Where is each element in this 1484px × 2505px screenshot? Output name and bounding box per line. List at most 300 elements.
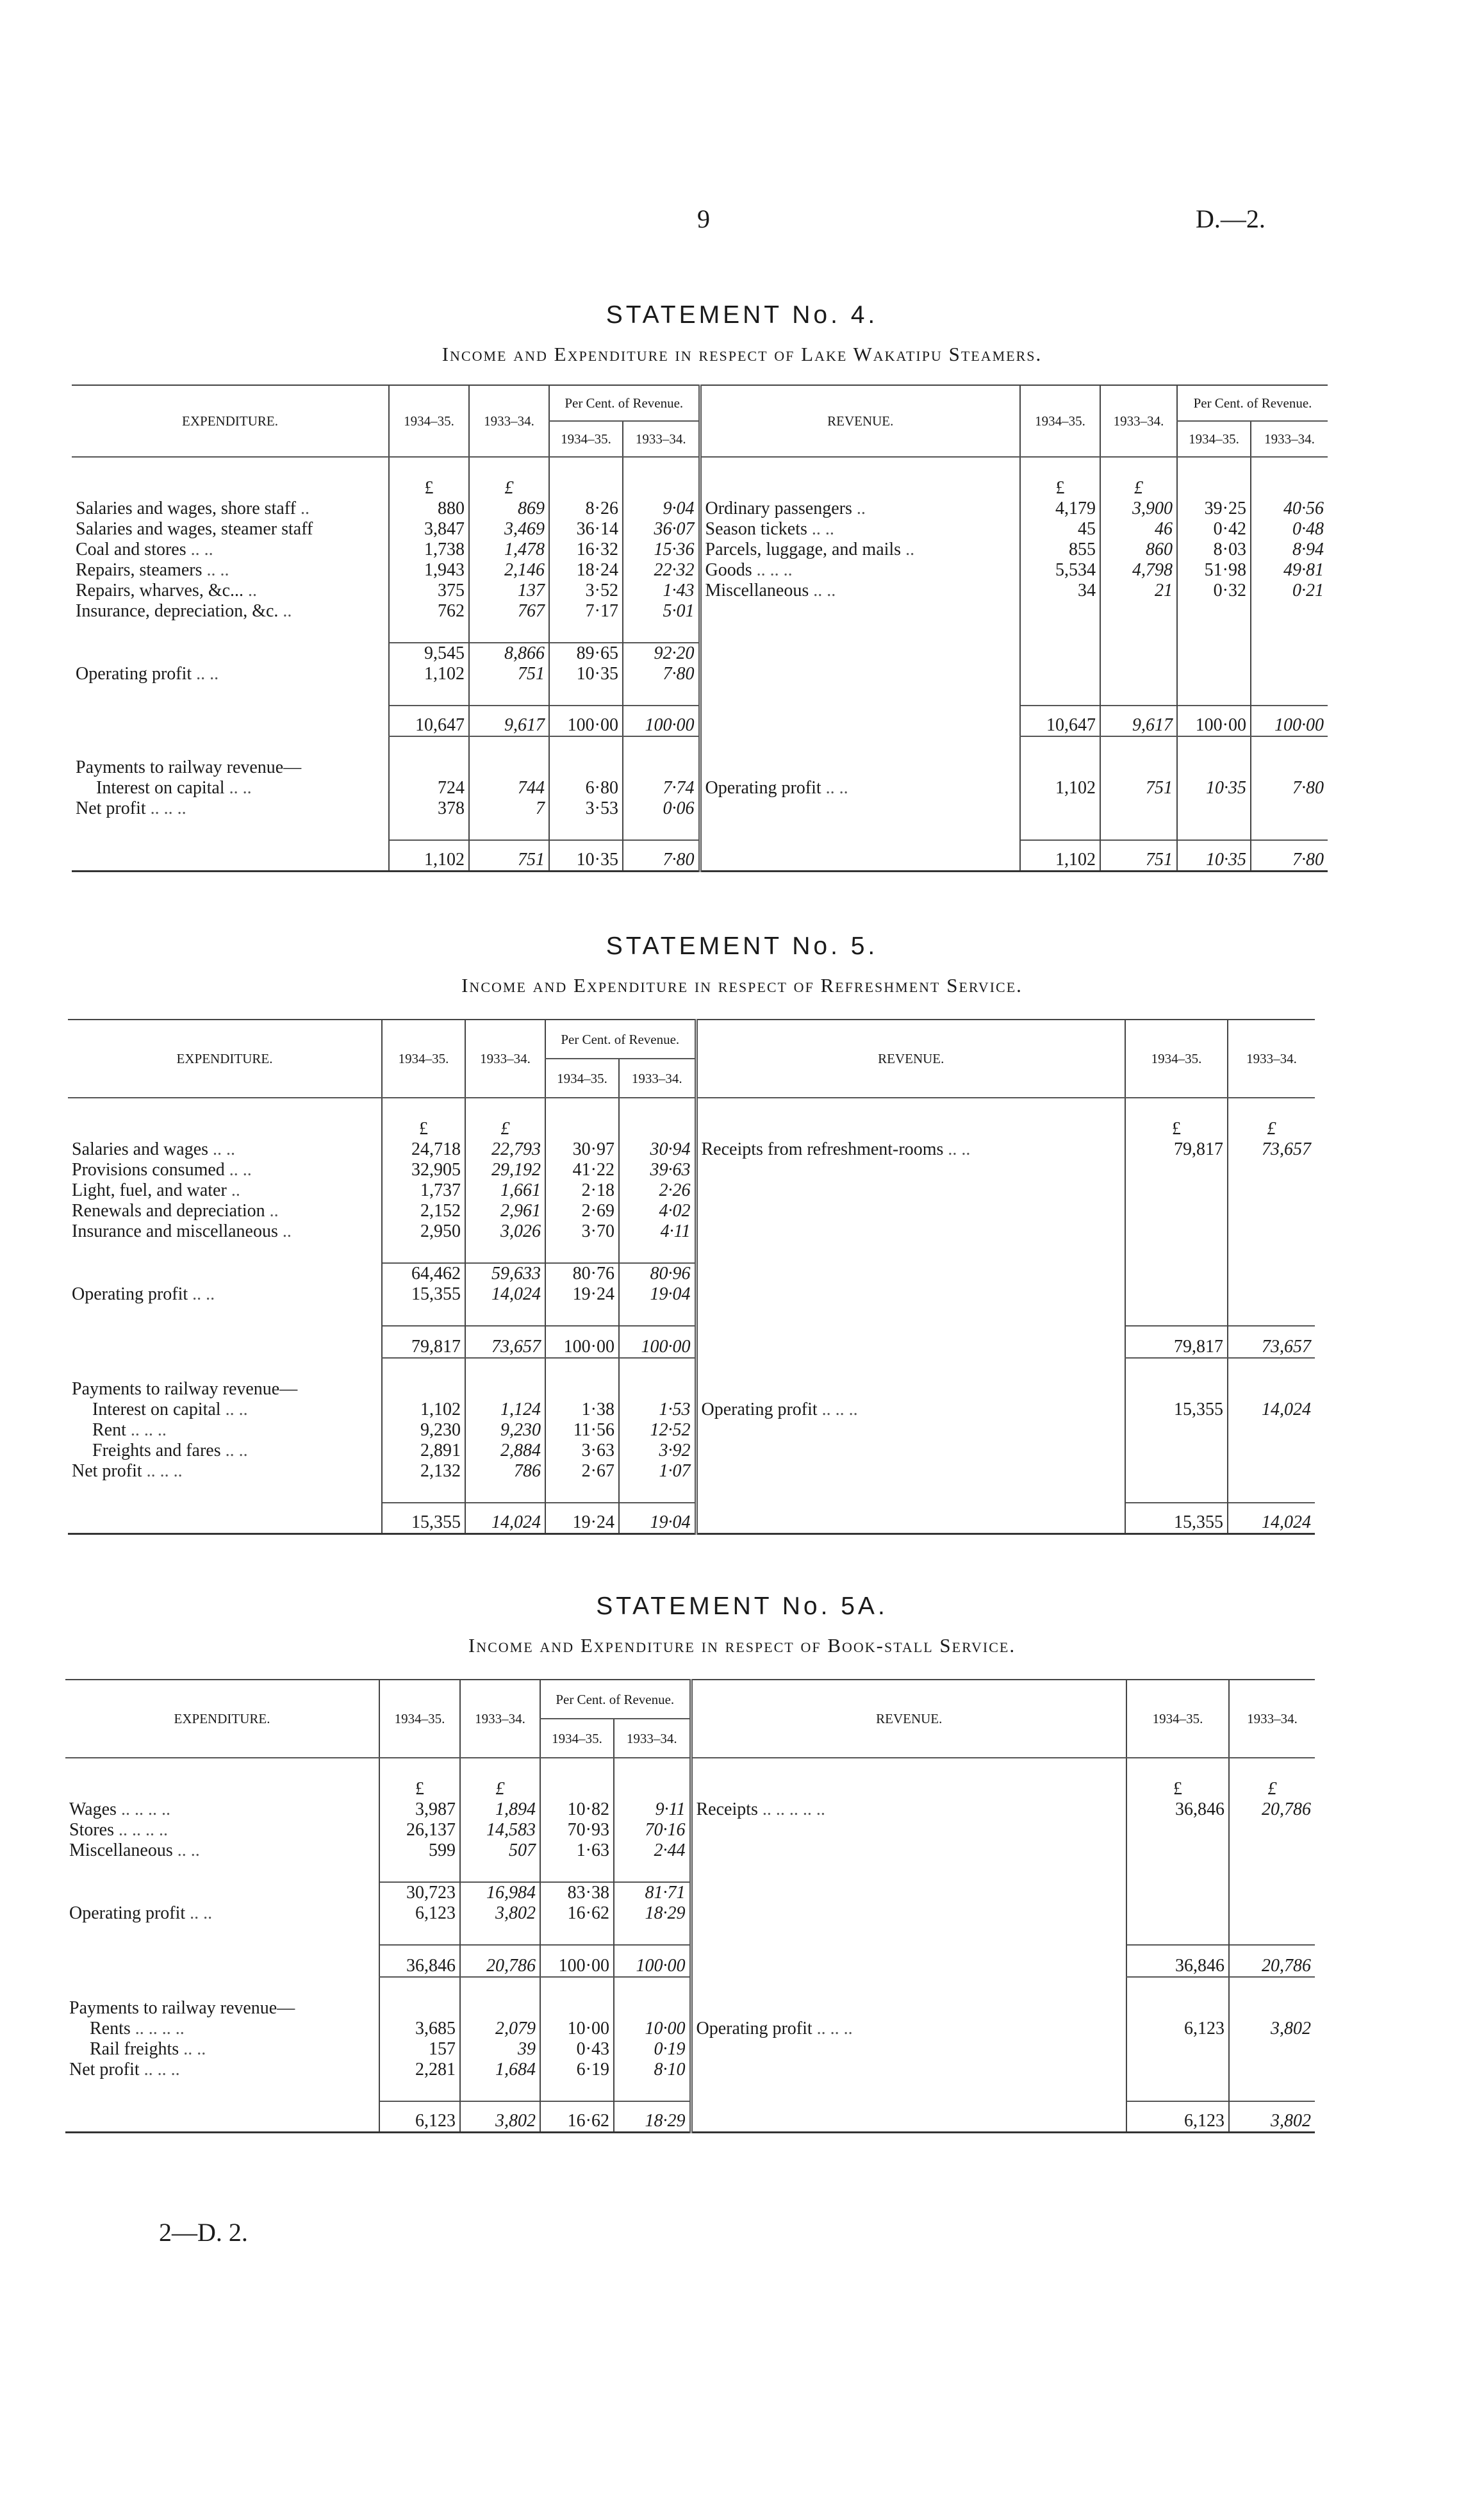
row-label: Miscellaneous bbox=[705, 581, 809, 600]
value-cell: 724 bbox=[389, 778, 469, 798]
statement-5-subtitle: Income and Expenditure in respect of Refreshment Service. bbox=[461, 974, 1023, 996]
value-cell: 9,230 bbox=[382, 1420, 465, 1441]
row-label: Goods bbox=[705, 560, 752, 580]
total-row bbox=[68, 1503, 1315, 1534]
year-header: 1933–34. bbox=[1251, 421, 1328, 457]
year-header: 1934–35. bbox=[1177, 421, 1251, 457]
value-cell: 2,961 bbox=[465, 1201, 545, 1221]
value-cell: 19·04 bbox=[619, 1503, 696, 1534]
row-label: Insurance and miscellaneous bbox=[72, 1221, 278, 1241]
row-label: Payments to railway revenue— bbox=[76, 757, 302, 777]
value-cell: 14,024 bbox=[1228, 1503, 1315, 1534]
leader-dots: .. bbox=[269, 1201, 279, 1221]
value-cell: 3,026 bbox=[465, 1221, 545, 1242]
total-row bbox=[72, 706, 1328, 736]
value-cell: 80·76 bbox=[545, 1263, 619, 1284]
value-cell: 1,102 bbox=[389, 664, 469, 684]
value-cell: 4,179 bbox=[1020, 499, 1100, 519]
value-cell: 2,152 bbox=[382, 1201, 465, 1221]
value-cell: 100·00 bbox=[1177, 706, 1251, 736]
table-row bbox=[68, 1201, 1315, 1221]
value-cell: 89·65 bbox=[549, 643, 623, 664]
table-row bbox=[68, 1420, 1315, 1441]
leader-dots: .. .. .. bbox=[756, 560, 793, 580]
value-cell: 3,802 bbox=[1229, 2101, 1315, 2133]
value-cell: 36,846 bbox=[379, 1945, 460, 1977]
currency-symbol: £ bbox=[389, 478, 469, 499]
value-cell: 8·03 bbox=[1177, 540, 1251, 560]
value-cell: 507 bbox=[460, 1840, 540, 1861]
leader-dots: .. .. .. .. bbox=[135, 2019, 185, 2038]
value-cell: 751 bbox=[1100, 840, 1177, 872]
revenue-header: REVENUE. bbox=[700, 385, 1020, 457]
value-cell: 6,123 bbox=[379, 1903, 460, 1924]
row-label: Operating profit bbox=[72, 1284, 188, 1304]
value-cell: 751 bbox=[469, 840, 549, 872]
value-cell: 70·16 bbox=[614, 1820, 691, 1840]
row-label: Rent bbox=[92, 1420, 126, 1440]
currency-symbol: £ bbox=[460, 1779, 540, 1799]
value-cell: 15·36 bbox=[623, 540, 700, 560]
value-cell: 1,124 bbox=[465, 1400, 545, 1420]
value-cell: 18·29 bbox=[614, 1903, 691, 1924]
value-cell: 1,738 bbox=[389, 540, 469, 560]
value-cell: 8·10 bbox=[614, 2060, 691, 2080]
row-label: Ordinary passengers bbox=[705, 499, 852, 518]
row-label: Interest on capital bbox=[92, 1400, 221, 1419]
value-cell: 2,146 bbox=[469, 560, 549, 581]
value-cell: 1·07 bbox=[619, 1461, 696, 1482]
row-label: Net profit bbox=[72, 1461, 142, 1481]
leader-dots: .. .. .. bbox=[144, 2060, 180, 2079]
value-cell: 3·92 bbox=[619, 1441, 696, 1461]
leader-dots: .. .. .. .. bbox=[120, 1799, 170, 1819]
value-cell: 14,024 bbox=[465, 1284, 545, 1305]
table-row bbox=[72, 664, 1328, 684]
value-cell: 0·06 bbox=[623, 798, 700, 819]
value-cell: 79,817 bbox=[1125, 1139, 1228, 1160]
value-cell: 3·53 bbox=[549, 798, 623, 819]
subtotal-row bbox=[65, 1882, 1315, 1903]
value-cell: 80·96 bbox=[619, 1263, 696, 1284]
row-label: Rents bbox=[90, 2019, 131, 2038]
value-cell: 30·97 bbox=[545, 1139, 619, 1160]
value-cell: 49·81 bbox=[1251, 560, 1328, 581]
value-cell: 1,894 bbox=[460, 1799, 540, 1820]
table-row bbox=[72, 540, 1328, 560]
table-row bbox=[65, 2019, 1315, 2039]
value-cell: 39·63 bbox=[619, 1160, 696, 1180]
value-cell: 3,802 bbox=[460, 1903, 540, 1924]
value-cell: 46 bbox=[1100, 519, 1177, 540]
row-label: Salaries and wages bbox=[72, 1139, 209, 1159]
value-cell: 39·25 bbox=[1177, 499, 1251, 519]
expenditure-header: EXPENDITURE. bbox=[68, 1020, 382, 1098]
currency-symbol: £ bbox=[465, 1119, 545, 1139]
value-cell: 26,137 bbox=[379, 1820, 460, 1840]
value-cell: 7·80 bbox=[623, 664, 700, 684]
table-row bbox=[65, 1820, 1315, 1840]
value-cell: 15,355 bbox=[382, 1503, 465, 1534]
value-cell: 36,846 bbox=[1126, 1799, 1229, 1820]
year-header: 1934–35. bbox=[1125, 1020, 1228, 1098]
value-cell: 11·56 bbox=[545, 1420, 619, 1441]
value-cell: 0·32 bbox=[1177, 581, 1251, 601]
value-cell: 375 bbox=[389, 581, 469, 601]
expenditure-header: EXPENDITURE. bbox=[72, 385, 389, 457]
value-cell: 786 bbox=[465, 1461, 545, 1482]
value-cell: 73,657 bbox=[1228, 1139, 1315, 1160]
value-cell: 92·20 bbox=[623, 643, 700, 664]
table-row bbox=[72, 560, 1328, 581]
leader-dots: .. .. bbox=[225, 1400, 248, 1419]
value-cell: 2·69 bbox=[545, 1201, 619, 1221]
row-label: Receipts bbox=[696, 1799, 758, 1819]
currency-symbol: £ bbox=[1100, 478, 1177, 499]
value-cell: 0·19 bbox=[614, 2039, 691, 2060]
value-cell: 81·71 bbox=[614, 1882, 691, 1903]
currency-symbol: £ bbox=[382, 1119, 465, 1139]
value-cell: 19·04 bbox=[619, 1284, 696, 1305]
leader-dots: .. bbox=[283, 601, 292, 621]
value-cell: 9,230 bbox=[465, 1420, 545, 1441]
value-cell: 1,943 bbox=[389, 560, 469, 581]
value-cell: 20,786 bbox=[460, 1945, 540, 1977]
leader-dots: .. .. bbox=[213, 1139, 236, 1159]
table-row bbox=[72, 757, 1328, 778]
table-row bbox=[65, 1840, 1315, 1861]
value-cell: 9,545 bbox=[389, 643, 469, 664]
year-header: 1933–34. bbox=[619, 1059, 696, 1098]
table-row bbox=[72, 798, 1328, 819]
total-row bbox=[65, 1945, 1315, 1977]
value-cell: 1,478 bbox=[469, 540, 549, 560]
table-row bbox=[72, 778, 1328, 798]
value-cell: 9,617 bbox=[469, 706, 549, 736]
year-header: 1933–34. bbox=[623, 421, 700, 457]
row-label: Coal and stores bbox=[76, 540, 186, 559]
row-label: Rail freights bbox=[90, 2039, 179, 2059]
value-cell: 40·56 bbox=[1251, 499, 1328, 519]
value-cell: 10·35 bbox=[549, 840, 623, 872]
leader-dots: .. .. bbox=[813, 581, 836, 600]
value-cell: 22,793 bbox=[465, 1139, 545, 1160]
value-cell: 1,684 bbox=[460, 2060, 540, 2080]
leader-dots: .. bbox=[300, 499, 309, 518]
leader-dots: .. .. bbox=[229, 778, 252, 798]
value-cell: 157 bbox=[379, 2039, 460, 2060]
value-cell: 767 bbox=[469, 601, 549, 622]
value-cell: 15,355 bbox=[1125, 1400, 1228, 1420]
value-cell: 16·32 bbox=[549, 540, 623, 560]
value-cell: 20,786 bbox=[1229, 1799, 1315, 1820]
value-cell: 1,737 bbox=[382, 1180, 465, 1201]
value-cell: 16·62 bbox=[540, 1903, 614, 1924]
table-row bbox=[68, 1139, 1315, 1160]
value-cell: 0·43 bbox=[540, 2039, 614, 2060]
value-cell: 32,905 bbox=[382, 1160, 465, 1180]
value-cell: 599 bbox=[379, 1840, 460, 1861]
currency-symbol: £ bbox=[1229, 1779, 1315, 1799]
value-cell: 855 bbox=[1020, 540, 1100, 560]
value-cell: 378 bbox=[389, 798, 469, 819]
subtotal-row bbox=[68, 1263, 1315, 1284]
leader-dots: .. .. bbox=[177, 1840, 200, 1860]
value-cell: 10·35 bbox=[549, 664, 623, 684]
value-cell: 21 bbox=[1100, 581, 1177, 601]
value-cell: 29,192 bbox=[465, 1160, 545, 1180]
row-label: Repairs, steamers bbox=[76, 560, 202, 580]
value-cell: 73,657 bbox=[1228, 1326, 1315, 1358]
value-cell: 14,024 bbox=[1228, 1400, 1315, 1420]
table-row bbox=[72, 519, 1328, 540]
value-cell: 83·38 bbox=[540, 1882, 614, 1903]
expenditure-header: EXPENDITURE. bbox=[65, 1680, 379, 1758]
row-label: Net profit bbox=[69, 2060, 140, 2079]
value-cell: 59,633 bbox=[465, 1263, 545, 1284]
row-label: Season tickets bbox=[705, 519, 807, 539]
statement-4-title: STATEMENT No. 4. bbox=[606, 301, 878, 329]
row-label: Interest on capital bbox=[96, 778, 225, 798]
value-cell: 41·22 bbox=[545, 1160, 619, 1180]
value-cell: 6·19 bbox=[540, 2060, 614, 2080]
row-label: Insurance, depreciation, &c. bbox=[76, 601, 279, 621]
row-label: Operating profit bbox=[705, 778, 821, 798]
value-cell: 16·62 bbox=[540, 2101, 614, 2133]
table-row bbox=[68, 1441, 1315, 1461]
value-cell: 7·74 bbox=[623, 778, 700, 798]
value-cell: 18·24 bbox=[549, 560, 623, 581]
value-cell: 15,355 bbox=[382, 1284, 465, 1305]
value-cell: 100·00 bbox=[549, 706, 623, 736]
statement-5-title: STATEMENT No. 5. bbox=[606, 932, 878, 960]
value-cell: 19·24 bbox=[545, 1284, 619, 1305]
leader-dots: .. .. .. bbox=[146, 1461, 183, 1481]
value-cell: 14,024 bbox=[465, 1503, 545, 1534]
value-cell: 2,132 bbox=[382, 1461, 465, 1482]
row-label: Renewals and depreciation bbox=[72, 1201, 265, 1221]
currency-symbol: £ bbox=[1228, 1119, 1315, 1139]
year-header: 1934–35. bbox=[1020, 385, 1100, 457]
row-label: Operating profit bbox=[701, 1400, 818, 1419]
value-cell: 2·44 bbox=[614, 1840, 691, 1861]
value-cell: 16,984 bbox=[460, 1882, 540, 1903]
value-cell: 1·63 bbox=[540, 1840, 614, 1861]
leader-dots: .. .. bbox=[229, 1160, 252, 1180]
year-header: 1934–35. bbox=[379, 1680, 460, 1758]
value-cell: 137 bbox=[469, 581, 549, 601]
value-cell: 2,950 bbox=[382, 1221, 465, 1242]
leader-dots: .. bbox=[856, 499, 866, 518]
value-cell: 45 bbox=[1020, 519, 1100, 540]
year-header: 1933–34. bbox=[614, 1719, 691, 1758]
total-row bbox=[65, 2101, 1315, 2133]
value-cell: 8·94 bbox=[1251, 540, 1328, 560]
leader-dots: .. .. .. bbox=[150, 798, 186, 818]
value-cell: 2·18 bbox=[545, 1180, 619, 1201]
value-cell: 5,534 bbox=[1020, 560, 1100, 581]
value-cell: 869 bbox=[469, 499, 549, 519]
value-cell: 7·17 bbox=[549, 601, 623, 622]
value-cell: 3·70 bbox=[545, 1221, 619, 1242]
value-cell: 860 bbox=[1100, 540, 1177, 560]
leader-dots: .. .. .. .. .. bbox=[762, 1799, 825, 1819]
currency-symbol: £ bbox=[1126, 1779, 1229, 1799]
leader-dots: .. .. bbox=[190, 1903, 213, 1923]
row-label: Salaries and wages, steamer staff bbox=[76, 519, 313, 539]
leader-dots: .. .. .. bbox=[130, 1420, 167, 1440]
row-label: Miscellaneous bbox=[69, 1840, 173, 1860]
year-header: 1934–35. bbox=[545, 1059, 619, 1098]
value-cell: 100·00 bbox=[619, 1326, 696, 1358]
year-header: 1933–34. bbox=[1228, 1020, 1315, 1098]
value-cell: 6·80 bbox=[549, 778, 623, 798]
table-row bbox=[68, 1284, 1315, 1305]
value-cell: 30,723 bbox=[379, 1882, 460, 1903]
value-cell: 3,685 bbox=[379, 2019, 460, 2039]
table-row bbox=[65, 1903, 1315, 1924]
value-cell: 100·00 bbox=[545, 1326, 619, 1358]
currency-symbol: £ bbox=[379, 1779, 460, 1799]
value-cell: 3·63 bbox=[545, 1441, 619, 1461]
table-row bbox=[72, 499, 1328, 519]
value-cell: 39 bbox=[460, 2039, 540, 2060]
year-header: 1933–34. bbox=[465, 1020, 545, 1098]
leader-dots: .. .. bbox=[811, 519, 834, 539]
value-cell: 4,798 bbox=[1100, 560, 1177, 581]
row-label: Receipts from refreshment-rooms bbox=[701, 1139, 944, 1159]
row-label: Light, fuel, and water bbox=[72, 1180, 227, 1200]
row-label: Provisions consumed bbox=[72, 1160, 225, 1180]
per-cent-header: Per Cent. of Revenue. bbox=[549, 385, 700, 421]
value-cell: 4·02 bbox=[619, 1201, 696, 1221]
table-row bbox=[65, 2060, 1315, 2080]
value-cell: 73,657 bbox=[465, 1326, 545, 1358]
value-cell: 6,123 bbox=[1126, 2101, 1229, 2133]
value-cell: 100·00 bbox=[540, 1945, 614, 1977]
revenue-header: REVENUE. bbox=[696, 1020, 1125, 1098]
leader-dots: .. .. bbox=[825, 778, 848, 798]
currency-symbol: £ bbox=[1125, 1119, 1228, 1139]
value-cell: 100·00 bbox=[614, 1945, 691, 1977]
year-header: 1933–34. bbox=[469, 385, 549, 457]
row-label: Repairs, wharves, &c... bbox=[76, 581, 244, 600]
value-cell: 64,462 bbox=[382, 1263, 465, 1284]
value-cell: 12·52 bbox=[619, 1420, 696, 1441]
value-cell: 24,718 bbox=[382, 1139, 465, 1160]
value-cell: 7·80 bbox=[623, 840, 700, 872]
footer-reference: 2—D. 2. bbox=[159, 2218, 248, 2247]
value-cell: 9·11 bbox=[614, 1799, 691, 1820]
value-cell: 3,802 bbox=[460, 2101, 540, 2133]
value-cell: 8·26 bbox=[549, 499, 623, 519]
leader-dots: .. .. .. bbox=[821, 1400, 858, 1419]
value-cell: 19·24 bbox=[545, 1503, 619, 1534]
total-row bbox=[68, 1326, 1315, 1358]
value-cell: 1·53 bbox=[619, 1400, 696, 1420]
value-cell: 1,102 bbox=[382, 1400, 465, 1420]
leader-dots: .. bbox=[905, 540, 915, 559]
revenue-header: REVENUE. bbox=[691, 1680, 1126, 1758]
value-cell: 2,079 bbox=[460, 2019, 540, 2039]
value-cell: 2·67 bbox=[545, 1461, 619, 1482]
value-cell: 751 bbox=[1100, 778, 1177, 798]
value-cell: 0·48 bbox=[1251, 519, 1328, 540]
leader-dots: .. .. .. bbox=[816, 2019, 853, 2038]
leader-dots: .. .. bbox=[190, 540, 213, 559]
year-header: 1934–35. bbox=[382, 1020, 465, 1098]
row-label: Operating profit bbox=[696, 2019, 812, 2038]
year-header: 1934–35. bbox=[389, 385, 469, 457]
row-label: Operating profit bbox=[69, 1903, 186, 1923]
row-label: Freights and fares bbox=[92, 1441, 221, 1460]
document-reference: D.—2. bbox=[1196, 204, 1266, 233]
value-cell: 10·82 bbox=[540, 1799, 614, 1820]
value-cell: 10·35 bbox=[1177, 840, 1251, 872]
row-label: Salaries and wages, shore staff bbox=[76, 499, 296, 518]
year-header: 1933–34. bbox=[460, 1680, 540, 1758]
value-cell: 1,102 bbox=[1020, 840, 1100, 872]
table-row bbox=[68, 1160, 1315, 1180]
table-row bbox=[65, 1799, 1315, 1820]
table-row bbox=[65, 1998, 1315, 2019]
value-cell: 51·98 bbox=[1177, 560, 1251, 581]
value-cell: 3,900 bbox=[1100, 499, 1177, 519]
value-cell: 20,786 bbox=[1229, 1945, 1315, 1977]
value-cell: 7·80 bbox=[1251, 840, 1328, 872]
leader-dots: .. bbox=[248, 581, 258, 600]
value-cell: 34 bbox=[1020, 581, 1100, 601]
table-row bbox=[68, 1379, 1315, 1400]
leader-dots: .. bbox=[282, 1221, 292, 1241]
leader-dots: .. bbox=[231, 1180, 240, 1200]
value-cell: 10·00 bbox=[614, 2019, 691, 2039]
value-cell: 2,281 bbox=[379, 2060, 460, 2080]
value-cell: 18·29 bbox=[614, 2101, 691, 2133]
value-cell: 10·00 bbox=[540, 2019, 614, 2039]
value-cell: 79,817 bbox=[1125, 1326, 1228, 1358]
subtotal-row bbox=[72, 643, 1328, 664]
row-label: Payments to railway revenue— bbox=[69, 1998, 295, 2018]
page-number: 9 bbox=[697, 204, 710, 233]
row-label: Payments to railway revenue— bbox=[72, 1379, 298, 1399]
statement-5-table bbox=[68, 1019, 1315, 1535]
value-cell: 2,884 bbox=[465, 1441, 545, 1461]
table-row bbox=[65, 2039, 1315, 2060]
table-row bbox=[68, 1461, 1315, 1482]
statement-5a-title: STATEMENT No. 5A. bbox=[596, 1592, 888, 1620]
value-cell: 4·11 bbox=[619, 1221, 696, 1242]
value-cell: 0·21 bbox=[1251, 581, 1328, 601]
value-cell: 8,866 bbox=[469, 643, 549, 664]
value-cell: 100·00 bbox=[623, 706, 700, 736]
value-cell: 10·35 bbox=[1177, 778, 1251, 798]
value-cell: 2·26 bbox=[619, 1180, 696, 1201]
table-row bbox=[68, 1221, 1315, 1242]
value-cell: 1·43 bbox=[623, 581, 700, 601]
table-row bbox=[68, 1180, 1315, 1201]
value-cell: 1,661 bbox=[465, 1180, 545, 1201]
year-header: 1933–34. bbox=[1229, 1680, 1315, 1758]
value-cell: 6,123 bbox=[1126, 2019, 1229, 2039]
year-header: 1934–35. bbox=[1126, 1680, 1229, 1758]
total-row bbox=[72, 840, 1328, 872]
value-cell: 79,817 bbox=[382, 1326, 465, 1358]
currency-symbol: £ bbox=[469, 478, 549, 499]
row-label: Stores bbox=[69, 1820, 114, 1840]
value-cell: 36·07 bbox=[623, 519, 700, 540]
per-cent-header: Per Cent. of Revenue. bbox=[1177, 385, 1328, 421]
